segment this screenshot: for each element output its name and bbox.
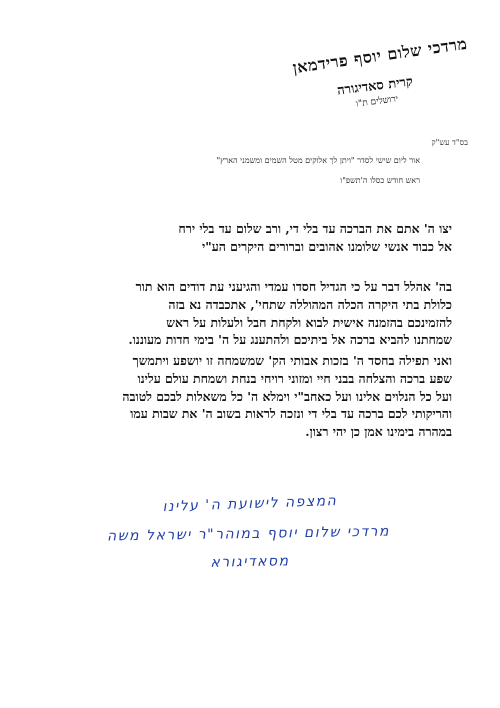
signature-line: המצפה לישועת ה' עלינו xyxy=(162,492,338,516)
greeting-line: אל כבוד אנשי שלומנו אהובים וברורים היקרים הע"י xyxy=(202,238,452,254)
signature-line: מסאדיגורא xyxy=(210,553,290,571)
handwritten-signature xyxy=(106,492,391,596)
signature-line: מרדכי שלום יוסף במוהר"ר ישראל משה xyxy=(106,523,391,545)
paragraph-line: ועל כל הנלוים אלינו ועל כאחב"י וימלא ה' כל משאלות לבכם לטובה xyxy=(122,388,452,404)
letterhead-bsd: בס"ד עש"ק xyxy=(431,138,468,147)
paragraph-line: במהרה בימינו אמן כן יהי רצון. xyxy=(305,424,452,440)
paragraph-line: שפע ברכה והצלחה בבני חיי ומזוני רויחי בנחת ושמחת עולם עלינו xyxy=(137,370,452,386)
letterhead-subcity: ירושלים ת"ו xyxy=(355,94,399,110)
paragraph-invitation xyxy=(48,278,452,349)
paragraph-line: והריקותי לכם ברכה עד בלי די ונזכה לראות בשוב ה' את שבות עמו xyxy=(130,406,452,422)
paragraph-line: בה' אהלל דבר על כי הגדיל חסדו עמדי והגיעני עת דודים הוא תור xyxy=(135,279,452,294)
paragraph-line: שמחתנו להביא ברכה אל ביתיכם ולהתענג על ה' בימי חדות מעוננו. xyxy=(128,332,452,348)
letterhead-city: קרית סאדיגורה xyxy=(336,74,414,99)
paragraph-line: להזמינכם בהזמנה אישית לבוא ולקחת חבל ולעלות על ראש xyxy=(166,314,452,330)
paragraph-line: כלולת בתי היקרה הכלה המהוללה שתחי', אתכבדה נא בזה xyxy=(168,296,452,312)
greeting xyxy=(48,220,452,256)
greeting-line: יצו ה' אתם את הברכה עד בלי די, ורב שלום עד בלי ירח xyxy=(178,221,452,236)
paragraph-line: ואני תפילה בחסד ה' בזכות אבותי הק' שמשמחה זו יושפע ויתמשך xyxy=(132,353,452,368)
header-line-date: ראש חודש כסלו ה'תשפ"ו xyxy=(340,176,420,185)
header-line-parsha: אור ליום שישי לסדר "ויתן לך אלוקים מטל השמים ומשמני הארץ" xyxy=(216,156,420,165)
paragraph-blessing xyxy=(48,352,452,441)
letterhead-name: מרדכי שלום יוסף פרידמאן xyxy=(291,33,469,78)
